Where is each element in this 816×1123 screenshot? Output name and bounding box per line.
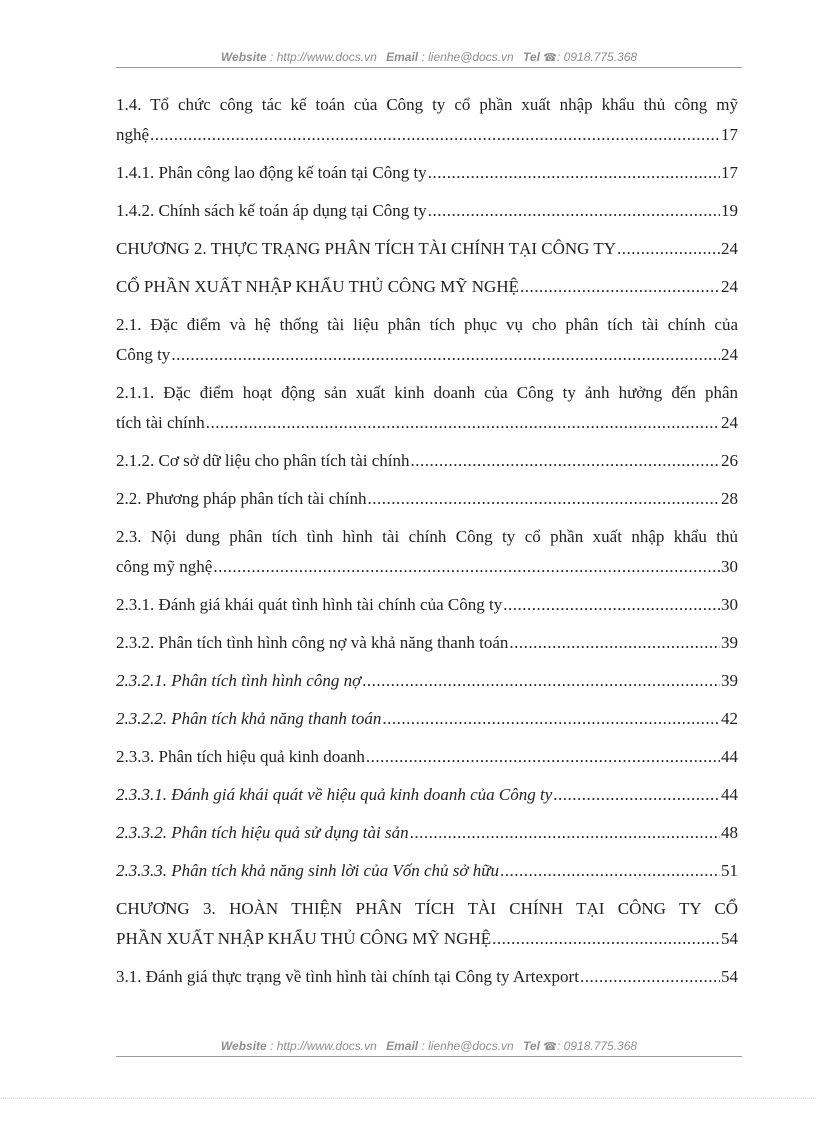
toc-entry-line: [116, 742, 738, 772]
header-tel-value: : 0918.775.368: [557, 50, 638, 64]
header-divider: [116, 67, 742, 68]
toc-entry-line: [116, 590, 738, 620]
toc-page-number: 28: [721, 489, 738, 508]
toc-entry-title: 2.3.2.2. Phân tích khả năng thanh toán: [116, 709, 382, 728]
toc-entry[interactable]: [116, 962, 738, 992]
toc-entry-title: 2.3.3.3. Phân tích khả năng sinh lời của Vốn chủ sở hữu: [116, 861, 499, 880]
footer-email-label: Email: [386, 1039, 419, 1053]
toc-entry-title: 2.3.3.2. Phân tích hiệu quả sử dụng tài sản: [116, 823, 409, 842]
dot-leader: [428, 158, 720, 188]
toc-entry-line: [116, 818, 738, 848]
toc-entry-line: [116, 408, 738, 438]
toc-entry-title: tích tài chính: [116, 413, 205, 432]
toc-entry-title: PHẦN XUẤT NHẬP KHẨU THỦ CÔNG MỸ NGHỆ: [116, 929, 492, 948]
toc-entry[interactable]: [116, 742, 738, 772]
dot-leader: [368, 484, 720, 514]
toc-entry-title: 2.3.3.1. Đánh giá khái quát về hiệu quả kinh doanh của Công ty: [116, 785, 553, 804]
toc-page-number: 39: [721, 633, 738, 652]
toc-page-number: 24: [721, 239, 738, 258]
toc-entry[interactable]: [116, 522, 738, 582]
toc-page-number: 26: [721, 451, 738, 470]
header-email-link[interactable]: : lienhe@docs.vn: [421, 50, 514, 64]
header-website-link[interactable]: : http://www.docs.vn: [270, 50, 377, 64]
table-of-contents: [116, 90, 738, 1000]
toc-entry-title: 2.1.2. Cơ sở dữ liệu cho phân tích tài chính: [116, 451, 410, 470]
toc-entry[interactable]: [116, 628, 738, 658]
toc-entry[interactable]: [116, 856, 738, 886]
footer-divider: [116, 1056, 742, 1057]
page-footer: [116, 1039, 742, 1053]
toc-entry[interactable]: [116, 590, 738, 620]
dot-leader: [503, 590, 720, 620]
toc-entry[interactable]: [116, 704, 738, 734]
toc-entry[interactable]: [116, 310, 738, 370]
toc-entry[interactable]: [116, 894, 738, 954]
toc-entry[interactable]: [116, 446, 738, 476]
toc-page-number: 24: [721, 413, 738, 432]
toc-page-number: 54: [721, 929, 738, 948]
toc-page-number: 30: [721, 595, 738, 614]
toc-entry[interactable]: [116, 378, 738, 438]
dot-leader: [171, 340, 720, 370]
toc-entry-line: [116, 120, 738, 150]
dot-leader: [213, 552, 720, 582]
toc-page-number: 17: [721, 163, 738, 182]
toc-entry[interactable]: [116, 780, 738, 810]
toc-entry[interactable]: [116, 818, 738, 848]
toc-entry-text: 2.1. Đặc điểm và hệ thống tài liệu phân tích phục vụ cho phân tích tài chính của: [116, 315, 738, 334]
toc-entry-line: [116, 628, 738, 658]
toc-entry[interactable]: [116, 234, 738, 264]
toc-entry-title: 3.1. Đánh giá thực trạng về tình hình tài chính tại Công ty Artexport: [116, 967, 579, 986]
toc-entry-line: [116, 234, 738, 264]
dot-leader: [553, 780, 720, 810]
phone-icon: ☎: [543, 1041, 557, 1053]
toc-entry[interactable]: [116, 272, 738, 302]
toc-entry-line: [116, 666, 738, 696]
toc-page-number: 39: [721, 671, 738, 690]
toc-entry[interactable]: [116, 484, 738, 514]
toc-page-number: 19: [721, 201, 738, 220]
header-tel-label: Tel: [523, 50, 540, 64]
toc-entry[interactable]: [116, 666, 738, 696]
toc-entry-text: 2.1.1. Đặc điểm hoạt động sản xuất kinh doanh của Công ty ảnh hưởng đến phân: [116, 383, 738, 402]
dot-leader: [428, 196, 720, 226]
dot-leader: [509, 628, 720, 658]
toc-page-number: 24: [721, 277, 738, 296]
toc-page-number: 54: [721, 967, 738, 986]
toc-entry-line: [116, 158, 738, 188]
toc-entry-line: [116, 962, 738, 992]
toc-entry-title: 2.3.3. Phân tích hiệu quả kinh doanh: [116, 747, 365, 766]
toc-entry-title: 2.3.2.1. Phân tích tình hình công nợ: [116, 671, 362, 690]
toc-page-number: 17: [721, 125, 738, 144]
toc-entry-title: 1.4.1. Phân công lao động kế toán tại Công ty: [116, 163, 427, 182]
dot-leader: [150, 120, 720, 150]
toc-entry-line: [116, 780, 738, 810]
toc-page-number: 24: [721, 345, 738, 364]
toc-entry-title: 2.3.1. Đánh giá khái quát tình hình tài chính của Công ty: [116, 595, 503, 614]
toc-page-number: 44: [721, 747, 738, 766]
toc-entry-text: CHƯƠNG 3. HOÀN THIỆN PHÂN TÍCH TÀI CHÍNH TẠI CÔNG TY CỔ: [116, 899, 738, 918]
dot-leader: [410, 818, 720, 848]
header-email-label: Email: [386, 50, 419, 64]
toc-entry-title: nghệ: [116, 125, 150, 144]
toc-entry-line: [116, 704, 738, 734]
toc-entry-text: 1.4. Tổ chức công tác kế toán của Công ty cổ phần xuất nhập khẩu thủ công mỹ: [116, 95, 738, 114]
toc-entry-line: [116, 552, 738, 582]
toc-entry-title: 1.4.2. Chính sách kế toán áp dụng tại Công ty: [116, 201, 427, 220]
toc-entry-line: [116, 196, 738, 226]
toc-entry-line: [116, 484, 738, 514]
toc-entry-title: Công ty: [116, 345, 171, 364]
footer-website-link[interactable]: : http://www.docs.vn: [270, 1039, 377, 1053]
toc-entry-text: 2.3. Nội dung phân tích tình hình tài chính Công ty cổ phần xuất nhập khẩu thủ: [116, 527, 738, 546]
dot-leader: [362, 666, 720, 696]
dot-leader: [492, 924, 720, 954]
page-header: [116, 50, 742, 64]
phone-icon: ☎: [543, 52, 557, 64]
dot-leader: [206, 408, 720, 438]
header-website-label: Website: [220, 50, 267, 64]
toc-entry-line: [116, 856, 738, 886]
dot-leader: [500, 856, 720, 886]
toc-entry-title: 2.3.2. Phân tích tình hình công nợ và khả năng thanh toán: [116, 633, 509, 652]
toc-entry[interactable]: [116, 90, 738, 150]
footer-website-label: Website: [220, 1039, 267, 1053]
page-edge-divider: [0, 1098, 816, 1099]
toc-page-number: 51: [721, 861, 738, 880]
toc-entry-title: công mỹ nghệ: [116, 557, 213, 576]
dot-leader: [520, 272, 720, 302]
footer-email-link[interactable]: : lienhe@docs.vn: [421, 1039, 514, 1053]
toc-page-number: 42: [721, 709, 738, 728]
dot-leader: [580, 962, 720, 992]
toc-page-number: 48: [721, 823, 738, 842]
toc-page-number: 44: [721, 785, 738, 804]
toc-entry-title: 2.2. Phương pháp phân tích tài chính: [116, 489, 367, 508]
dot-leader: [410, 446, 720, 476]
toc-page-number: 30: [721, 557, 738, 576]
toc-entry-title: CHƯƠNG 2. THỰC TRẠNG PHÂN TÍCH TÀI CHÍNH TẠI CÔNG TY: [116, 239, 617, 258]
footer-tel-label: Tel: [523, 1039, 540, 1053]
dot-leader: [366, 742, 720, 772]
toc-entry-line: [116, 272, 738, 302]
footer-tel-value: : 0918.775.368: [557, 1039, 638, 1053]
toc-entry[interactable]: [116, 196, 738, 226]
toc-entry-title: CỔ PHẦN XUẤT NHẬP KHẨU THỦ CÔNG MỸ NGHỆ: [116, 277, 519, 296]
dot-leader: [382, 704, 720, 734]
dot-leader: [617, 234, 720, 264]
toc-entry-line: [116, 446, 738, 476]
toc-entry-line: [116, 924, 738, 954]
toc-entry-line: [116, 340, 738, 370]
toc-entry[interactable]: [116, 158, 738, 188]
